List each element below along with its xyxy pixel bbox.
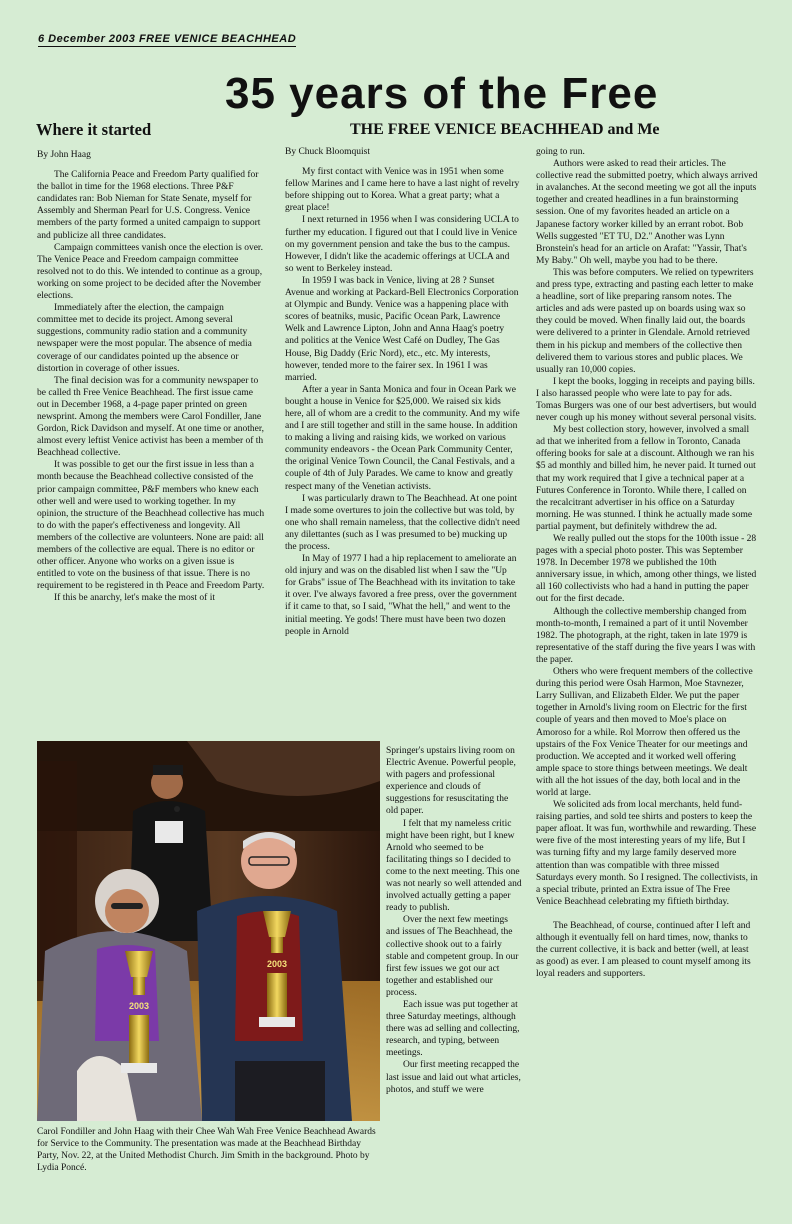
paragraph: Authors were asked to read their articles. The collective read the submitted poetry, which always arrived in avalanches. At the second meeting we got all the inputs together and created headlines in a fun brainstorming session. One of my favorites headed an article on a Japanese factory worker killed by an errant robot. Bob Wells suggested "ET TU, D2." Another was Lynn Bronstein's head for an article on Arafat: "Yassir, That's My Baby." Oh well, maybe you had to be there. [536, 159, 758, 266]
paragraph: The Beachhead, of course, continued after I left and although it eventually fell on hard times, now, thanks to the current collective, it is back and better (well, at least as good) as ever. I am pleased to count myself among its loyal readers and supporters. [536, 920, 751, 980]
trophy-year-left: 2003 [128, 1001, 150, 1011]
paragraph: Immediately after the election, the campaign committee met to decide its project. Among several suggestions, community radio station and a community newspaper were the most popular. The absence of media coverage of our candidates pointed up the absence or distortion in coverage of other issues. [37, 303, 252, 374]
paragraph: Springer's upstairs living room on Electric Avenue. Powerful people, with pagers and professional experience and clouds of suggestions for resuscitating the old paper. [386, 746, 516, 817]
paragraph: I was particularly drawn to The Beachhead. At one point I made some overtures to join the collective but was told, by one who shall remain nameless, that the collective didn't need any dilettantes (such as I was presumed to be) mucking up the process. [285, 493, 520, 552]
paragraph: If this be anarchy, let's make the most of it [54, 593, 215, 604]
paragraph: Although the collective membership changed from month-to-month, I remained a part of it until November 1982. The photograph, at the right, taken in late 1979 is representative of the staff during the five years I was with the paper. [536, 606, 756, 665]
right-article-column-1 [285, 146, 520, 638]
award-photo [37, 741, 380, 1121]
paragraph: The California Peace and Freedom Party qualified for the ballot in time for the 1968 elections. Three P&F candidates ran: Bob Nieman for State Senate, myself for Assembly and Sherman Pearl for U.S. Congress. Venice members of the party formed a united campaign to support and publicize all three candidates. [37, 170, 261, 241]
paragraph-gap [536, 908, 758, 920]
right-article-byline: By Chuck Bloomquist [285, 147, 370, 157]
paragraph: I kept the books, logging in receipts and paying bills. I also harassed people who were late to pay for ads. Tomas Burgers was one of our best advertisers, but would never cough up his money without several personal visits. [536, 376, 757, 424]
left-article-column [37, 149, 265, 604]
trophy-year-right: 2003 [266, 959, 288, 969]
right-article-column-1-continued [386, 745, 522, 1096]
photo-caption: Carol Fondiller and John Haag with their Chee Wah Wah Free Venice Beachhead Awards for Service to the Community. The presentation was made at the Beachhead Birthday Party, Nov. 22, at the United Methodist Church. Jim Smith in the background. Photo by Lydia Poncé. [37, 1127, 376, 1174]
paragraph: After a year in Santa Monica and four in Ocean Park we bought a house in Venice for $25,000. We raised six kids here, all of whom are a credit to the community. And my wife and I are still together and still in the same house. In addition to making a living and raising kids, we worked on various community endeavors - the Ocean Park Community Center, the original Venice Town Council, the Canal Festivals, and a couple of 4th of July Parades. We came to know and greatly respect many of the Venetian activists. [285, 384, 520, 492]
paragraph: Each issue was put together at three Saturday meetings, although there was ad selling and collecting, research, and typing, between meetings. [386, 999, 520, 1059]
paragraph: Over the next few meetings and issues of The Beachhead, the collective shook out to a fairly stable and competent group. In our first few issues we got our act together and established our process. [386, 915, 519, 998]
paragraph: We really pulled out the stops for the 100th issue - 28 pages with a special photo poster. This was September 1978. In December 1978 we published the 10th anniversary issue, in which, among other things, we listed all 160 collectivists who had a hand in putting the paper out for the first decade. [536, 534, 757, 605]
paragraph: My first contact with Venice was in 1951 when some fellow Marines and I came here to have a last night of revelry before shipping out to Korea. What a great party; what a great place! [285, 167, 520, 214]
paragraph: I felt that my nameless critic might have been right, but I knew Arnold who seemed to be facilitating things so I decided to come to the next meeting. This one was not nearly so well attended and involved actually getting a paper ready to publish. [386, 818, 522, 914]
paragraph: In 1959 I was back in Venice, living at 28 ? Sunset Avenue and working at Packard-Bell Electronics Corporation at Olympic and Bundy. Venice was a happening place with scores of beatniks, music, Pacific Ocean Park, Lawrence Welk and Lawrence Lipton, John and Anna Haag's poetry and politics at the Venice West Café on Dudley, The Gas House, Big Daddy (Eric Nord), etc., etc. My interests, however, tended more to the fairer sex. In 1961 I was married. [285, 275, 519, 383]
paragraph: Campaign committees vanish once the election is over. The Venice Peace and Freedom campaign committee resolved not to do this. We intended to continue as a group, working on some project to be decided after the November elections. [37, 242, 263, 302]
paragraph: Others who were frequent members of the collective during this period were Osah Harmon, Moe Stavnezer, Larry Sullivan, and Elizabeth Elder. We put the paper together in Arnold's living room on Electric for the first couple of years and then moved to Moe's place on Amoroso for a while. Rol Morrow then offered us the upstairs of the Fox Venice Theater for our meetings and production. We accepted and it worked well offering ample space to store things between meetings. We dealt with all the hot issues of the day, both local and in the world at large. [536, 667, 753, 798]
paragraph: The final decision was for a community newspaper to be called th Free Venice Beachhead. The first issue came out in December 1968, a 4-page paper printed on green newsprint. Among the members were Carol Fondiller, Jane Gordon, Rick Davidson and myself. At one time or another, almost every leftist Venice activist has been a member of th Beachhead collective. [37, 375, 265, 459]
paragraph: I next returned in 1956 when I was considering UCLA to further my education. I figured out that I could live in Venice on my government pension and take the bus to the campus. However, I didn't like the academic offerings at UCLA and so went to Berkeley instead. [285, 215, 519, 274]
right-article-column-2 [536, 146, 758, 980]
running-header: 6 December 2003 FREE VENICE BEACHHEAD [38, 33, 297, 45]
paragraph: Our first meeting recapped the last issue and laid out what articles, photos, and stuff we were [386, 1060, 521, 1095]
page-headline: 35 years of the Free [225, 69, 659, 118]
award-photo-illustration [37, 741, 380, 1121]
left-article-title: Where it started [36, 120, 152, 139]
paragraph: In May of 1977 I had a hip replacement to ameliorate an old injury and was on the disabled list when I saw the "Up for Grabs" issue of The Beachhead with its invitation to take it over. I've always favored a free press, over the government if it came to that, so I said, "What the hell," and went to the initial meeting. Ye gods! There must have been two dozen people in Arnold [285, 554, 517, 637]
paragraph: going to run. [536, 147, 585, 157]
paragraph: It was possible to get our the first issue in less than a month because the Beachhead collective consisted of the prior campaign committee, P&F members who knew each other well and were used to working together. In my opinion, the structure of the Beachhead collective has much to do with the paper's effectiveness and longevity. All members of the collective are volunteers. None are paid: all members of the collective are equal. There is no editor or other officer. Anyone who works on a given issue is entitled to vote on the business of that issue. There is no requirement to be registered in th Peace and Freedom Party. [37, 460, 265, 592]
paragraph: My best collection story, however, involved a small ad that we inherited from a fellow in Toronto, Canada offering books for sale at a discount. Although we ran his $5 ad monthly and billed him, he never paid. It turned out that my work required that I give a technical paper at a Futures Conference in Toronto. While there, I called on the recalcitrant advertiser in his office on a Saturday morning. He was stunned. I think he actually made some partial payment, but definitely withdrew the ad. [536, 425, 756, 532]
paragraph: We solicited ads from local merchants, held fund-raising parties, and sold tee shirts and posters to keep the paper afloat. It was fun, worthwhile and rewarding. These were five of the most interesting years of my life, But I was turning fifty and my large family deserved more attention than was compatible with three missed Saturdays every month. So I resigned. The collectivists, in a special tribute, printed an Extra issue of The Free Venice Beachhead celebrating my fiftieth birthday. [536, 800, 758, 907]
left-article-byline: By John Haag [37, 150, 91, 160]
paragraph: This was before computers. We relied on typewriters and press type, extracting and pasting each letter to make a headline, sort of like preparing ransom notes. The articles and ads were pasted up on boards using wax so they could be moved. When finally laid out, the boards were delivered to a printer in Glendale. Arnold retrieved them in his pickup and members of the collective then delivered them to various stores and public places. We usually ran 10,000 copies. [536, 267, 754, 375]
right-article-title: THE FREE VENICE BEACHHEAD and Me [350, 121, 660, 138]
